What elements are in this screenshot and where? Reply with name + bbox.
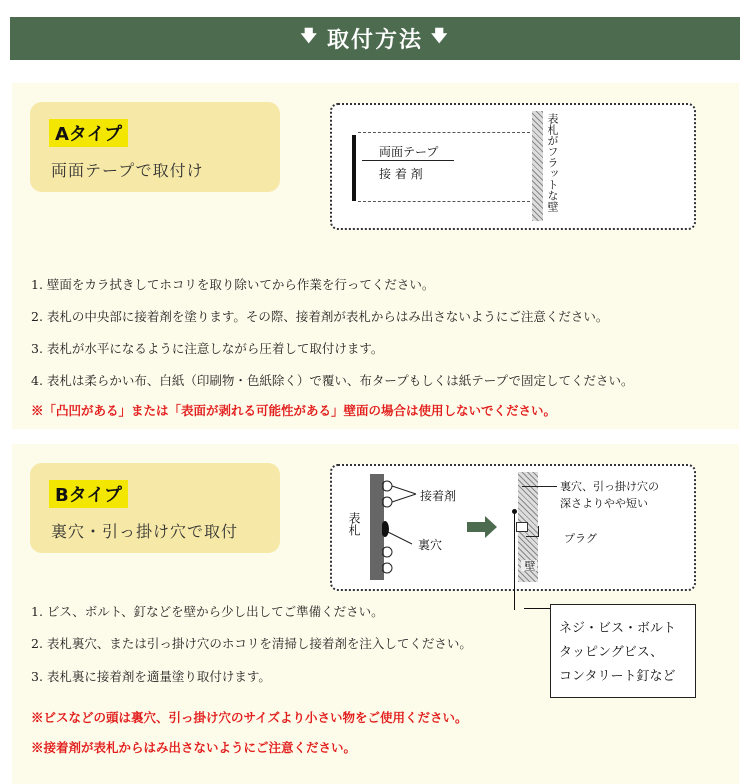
adhesive-label: 接着剤 (420, 489, 457, 503)
type-a-description: 両面テープで取付け (51, 161, 204, 180)
section-title: 取付方法 (326, 28, 423, 53)
type-a-step-3: 3. 表札が水平になるように注意しながら圧着して取付けます。 (31, 341, 384, 356)
type-a-diagram (330, 103, 696, 230)
wall-label: 表札がフラットな壁 (546, 113, 559, 212)
depth-note-2: 深さよりやや短い (560, 497, 648, 510)
plug-leader (526, 526, 539, 537)
right-arrow-icon (467, 516, 499, 538)
type-a-label: Aタイプ (49, 119, 128, 147)
down-arrow-icon: 🡇 (431, 26, 450, 45)
screw-shaft (514, 512, 515, 610)
wall-shape (532, 111, 543, 221)
section-header (10, 17, 740, 60)
guide-line-top (358, 132, 530, 133)
type-a-panel (12, 83, 739, 429)
type-b-diagram (330, 464, 696, 591)
type-a-step-1: 1. 壁面をカラ拭きしてホコリを取り除いてから作業を行ってください。 (31, 277, 435, 292)
depth-note-1: 裏穴、引っ掛け穴の (560, 480, 659, 493)
type-a-step-2: 2. 表札の中央部に接着剤を塗ります。その際、接着剤が表札からはみ出さないようにご注意ください。 (31, 309, 609, 324)
type-b-step-1: 1. ビス、ボルト、釘などを壁から少し出してご準備ください。 (31, 604, 384, 619)
type-b-panel (12, 444, 739, 784)
type-b-box (30, 463, 280, 553)
type-a-warning: ※「凸凹がある」または「表面が剥れる可能性がある」壁面の場合は使用しないでください。 (31, 403, 557, 418)
type-a-step-4: 4. 表札は柔らかい布、白紙（印刷物・色紙除く）で覆い、布タープもしくは紙テープで固定してください。 (31, 373, 634, 388)
down-arrow-icon: 🡇 (300, 26, 319, 45)
label-leader-line (362, 160, 454, 161)
type-a-box (30, 102, 280, 192)
type-b-warning-2: ※接着剤が表札からはみ出さないようにご注意ください。 (31, 740, 357, 755)
type-b-warning-1: ※ビスなどの頭は裏穴、引っ掛け穴のサイズより小さい物をご使用ください。 (31, 710, 468, 725)
plate-label: 表札 (347, 512, 361, 536)
depth-leader (522, 486, 557, 487)
screw-types-line-2: タッピングビス、 (559, 645, 664, 660)
type-b-step-2: 2. 表札裏穴、または引っ掛け穴のホコリを清掃し接着剤を注入してください。 (31, 636, 472, 651)
tape-label: 両面テープ (379, 145, 439, 159)
type-b-label: Bタイプ (49, 480, 128, 508)
plug-label: プラグ (564, 532, 597, 545)
nameplate-shape (352, 135, 356, 201)
type-b-step-3: 3. 表札裏に接着剤を適量塗り取付けます。 (31, 669, 271, 684)
type-b-description: 裏穴・引っ掛け穴で取付 (51, 522, 239, 541)
screw-types-line-1: ネジ・ビス・ボルト (559, 621, 677, 636)
screw-types-box (550, 604, 696, 698)
wall-label: 壁 (523, 560, 536, 571)
hole-label: 裏穴 (418, 538, 443, 552)
guide-line-bottom (358, 201, 530, 202)
adhesive-label: 接 着 剤 (379, 167, 423, 181)
screw-types-line-3: コンタリート釘など (559, 669, 676, 684)
